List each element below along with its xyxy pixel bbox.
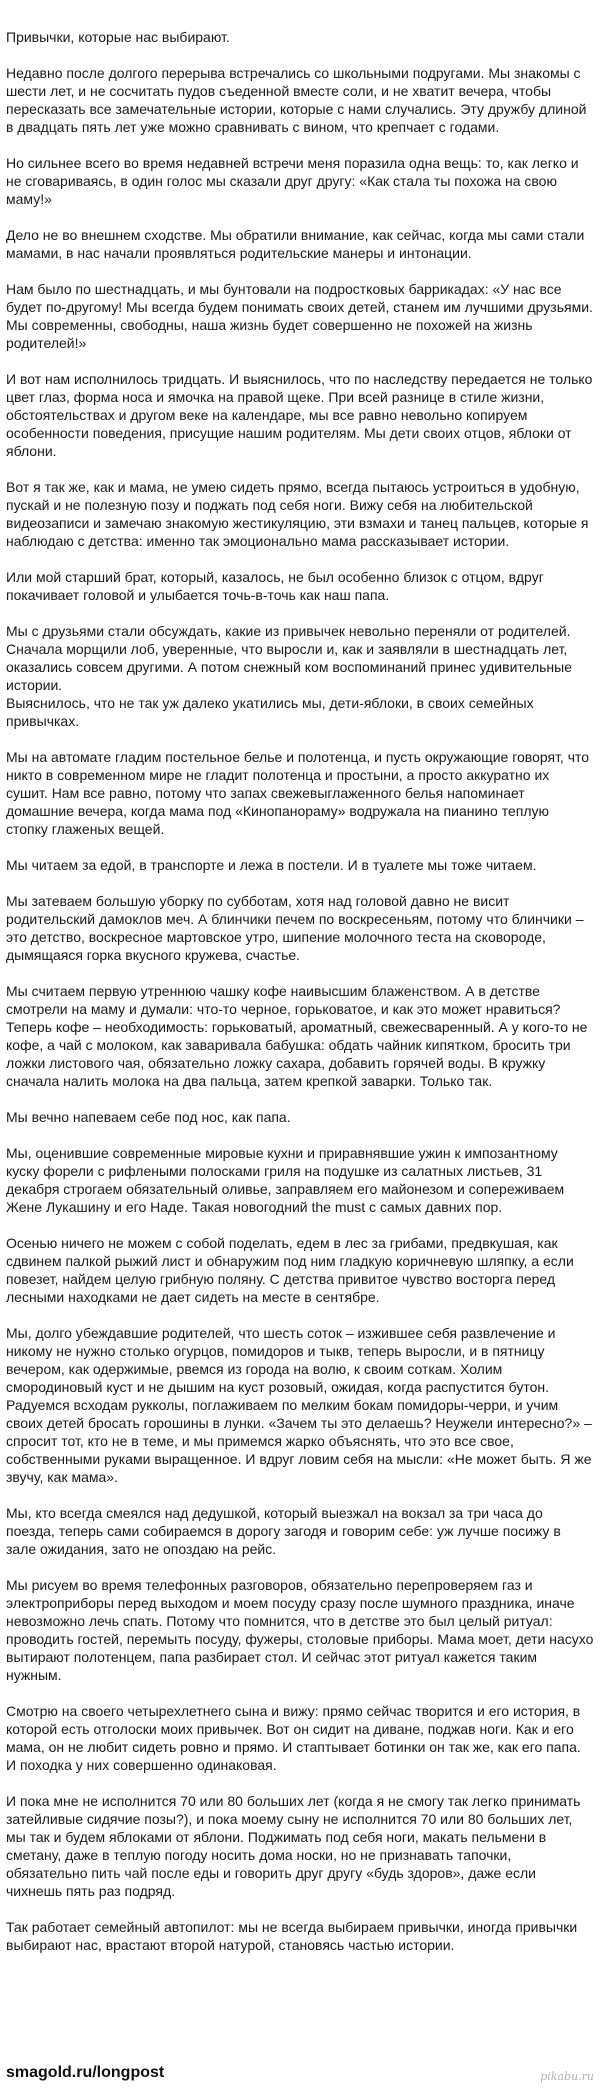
- paragraph: Недавно после долгого перерыва встречались со школьными подругами. Мы знакомы с шести лет, и не сосчитать пудов съеденной вместе соли, и не хватит вечера, чтобы пересказать все замечательные истории, которые с нами случались. Эту дружбу длиной в двадцать пять лет уже можно сравнивать с вином, что крепчает с годами.: [6, 65, 587, 135]
- watermark: pikabu.ru: [540, 2070, 594, 2083]
- article: [6, 28, 594, 1972]
- paragraph: Мы, оценившие современные мировые кухни и приравнявшие ужин к импозантному куску форели с рифлеными полосками гриля на подушке из салатных листьев, 31 декабря строгаем обязательный оливье, заправляем его майонезом и сопереживаем Жене Лукашину и его Наде. Такая новогодний the must с самых давних пор.: [6, 1145, 565, 1215]
- paragraph: Мы на автомате гладим постельное белье и полотенца, и пусть окружающие говорят, что никто в современном мире не гладит полотенца и простыни, а просто аккуратно их сушит. Нам все равно, потому что запах свежевыглаженного белья напоминает домашние вечера, когда мама под «Кинопанораму» водружала на пианино теплую стопку глаженых вещей.: [6, 749, 590, 837]
- paragraph: Мы, долго убеждавшие родителей, что шесть соток – изжившее себя развлечение и никому не нужно столько огурцов, помидоров и тыкв, теперь выросли, и в пятницу вечером, как одержимые, рвемся из города на волю, к своим соткам. Холим смородиновый куст и не дышим на куст розовый, ожидая, когда распустится бутон. Радуемся всходам рукколы, поглаживаем по мелким бокам помидоры-черри, и учим своих детей бросать горошины в лунки. «Зачем ты это делаешь? Неужели интересно?» – спросит тот, кто не в теме, и мы примемся жарко объяснять, что это все свое, собственными руками выращенное. И вдруг ловим себя на мысли: «Не может быть. Я же звучу, как мама».: [6, 1325, 592, 1485]
- paragraph: Мы затеваем большую уборку по субботам, хотя над головой давно не висит родительский дамоклов меч. А блинчики печем по воскресеньям, потому что блинчики – это детство, воскресное мартовское утро, шипение молочного теста на сковороде, дымящаяся горка вкусного кружева, счастье.: [6, 893, 584, 963]
- paragraph: Осенью ничего не можем с собой поделать, едем в лес за грибами, предвкушая, как сдвинем палкой рыжий лист и обнаружим под ним гладкую коричневую шляпку, а если повезет, найдем целую грибную поляну. С детства привитое чувство восторга перед лесными находками не дает сидеть на месте в сентябре.: [6, 1235, 574, 1305]
- paragraph: Мы с друзьями стали обсуждать, какие из привычек невольно переняли от родителей. Сначала морщили лоб, уверенные, что выросли и, как и заявляли в шестнадцать лет, оказались совсем другими. А потом снежный ком воспоминаний принес удивительные истории. Выяснилось, что не так уж далеко укатились мы, дети-яблоки, в своих семейных привычках.: [6, 623, 573, 729]
- paragraph: Вот я так же, как и мама, не умею сидеть прямо, всегда пытаюсь устроиться в удобную, пускай и не полезную позу и поджать под себя ноги. Вижу себя на любительской видеозаписи и замечаю знакомую жестикуляцию, эти взмахи и танец пальцев, которые я наблюдаю с детства: именно так эмоционально мама рассказывает истории.: [6, 479, 589, 549]
- source-link[interactable]: smagold.ru/longpost: [6, 2064, 165, 2081]
- paragraph: Так работает семейный автопилот: мы не всегда выбираем привычки, иногда привычки выбирают нас, врастают второй натурой, становясь частью истории.: [6, 1919, 578, 1953]
- paragraph: И вот нам исполнилось тридцать. И выяснилось, что по наследству передается не только цвет глаз, форма носа и ямочка на правой щеке. При всей разнице в стиле жизни, обстоятельствах и другом веке на календаре, мы все равно невольно копируем особенности поведения, присущие нашим родителям. Мы дети своих отцов, яблоки от яблони.: [6, 371, 593, 459]
- paragraph: Или мой старший брат, который, казалось, не был особенно близок с отцом, вдруг покачивает головой и улыбается точь-в-точь как наш папа.: [6, 569, 544, 603]
- paragraph: Но сильнее всего во время недавней встречи меня поразила одна вещь: то, как легко и не сговариваясь, в один голос мы сказали друг другу: «Как стала ты похожа на свою маму!»: [6, 155, 579, 207]
- paragraph: Мы вечно напеваем себе под нос, как папа.: [6, 1109, 291, 1125]
- article-title: Привычки, которые нас выбирают.: [6, 29, 230, 45]
- paragraph: Нам было по шестнадцать, и мы бунтовали на подростковых баррикадах: «У нас все будет по-другому! Мы всегда будем понимать своих детей, станем им лучшими друзьями. Мы современны, свободны, наша жизнь будет совершенно не похожей на жизнь родителей!»: [6, 281, 593, 351]
- paragraph: Смотрю на своего четырехлетнего сына и вижу: прямо сейчас творится и его история, в которой есть отголоски моих привычек. Вот он сидит на диване, поджав ноги. Как и его мама, он не любит сидеть ровно и прямо. И стаптывает ботинки он так же, как его папа. И походка у них совершенно одинаковая.: [6, 1703, 581, 1773]
- paragraph: Мы читаем за едой, в транспорте и лежа в постели. И в туалете мы тоже читаем.: [6, 857, 537, 873]
- paragraph: Мы, кто всегда смеялся над дедушкой, который выезжал на вокзал за три часа до поезда, теперь сами собираемся в дорогу загодя и говорим себе: уж лучше посижу в зале ожидания, зато не опоздаю на рейс.: [6, 1505, 561, 1557]
- paragraph: Мы считаем первую утреннюю чашку кофе наивысшим блаженством. А в детстве смотрели на маму и думали: что-то черное, горьковатое, и как это может нравиться? Теперь кофе – необходимость: горьковатый, ароматный, свежесваренный. А у кого-то не кофе, а чай с молоком, как заваривала бабушка: обдать чайник кипятком, бросить три ложки листового чая, обязательно ложку сахара, добавить горячей воды. В кружку сначала налить молока на два пальца, затем крепкой заварки. Только так.: [6, 983, 588, 1089]
- paragraph: И пока мне не исполнится 70 или 80 больших лет (когда я не смогу так легко принимать затейливые сидячие позы?), и пока моему сыну не исполнится 70 или 80 больших лет, мы так и будем яблоками от яблони. Поджимать под себя ноги, макать пельмени в сметану, даже в теплую погоду носить дома носки, но не признавать тапочки, обязательно пить чай после еды и говорить друг другу «будь здоров», даже если чихнешь пять раз подряд.: [6, 1793, 581, 1899]
- paragraph: Дело не во внешнем сходстве. Мы обратили внимание, как сейчас, когда мы сами стали мамами, в нас начали проявляться родительские манеры и интонации.: [6, 227, 585, 261]
- paragraph: Мы рисуем во время телефонных разговоров, обязательно перепроверяем газ и электроприборы перед выходом и моем посуду сразу после шумного праздника, иначе невозможно лечь спать. Потому что помнится, что в детстве это был целый ритуал: проводить гостей, перемыть посуду, фужеры, столовые приборы. Мама моет, дети насухо вытирают полотенцем, папа разбирает стол. И сейчас этот ритуал кажется таким нужным.: [6, 1577, 594, 1683]
